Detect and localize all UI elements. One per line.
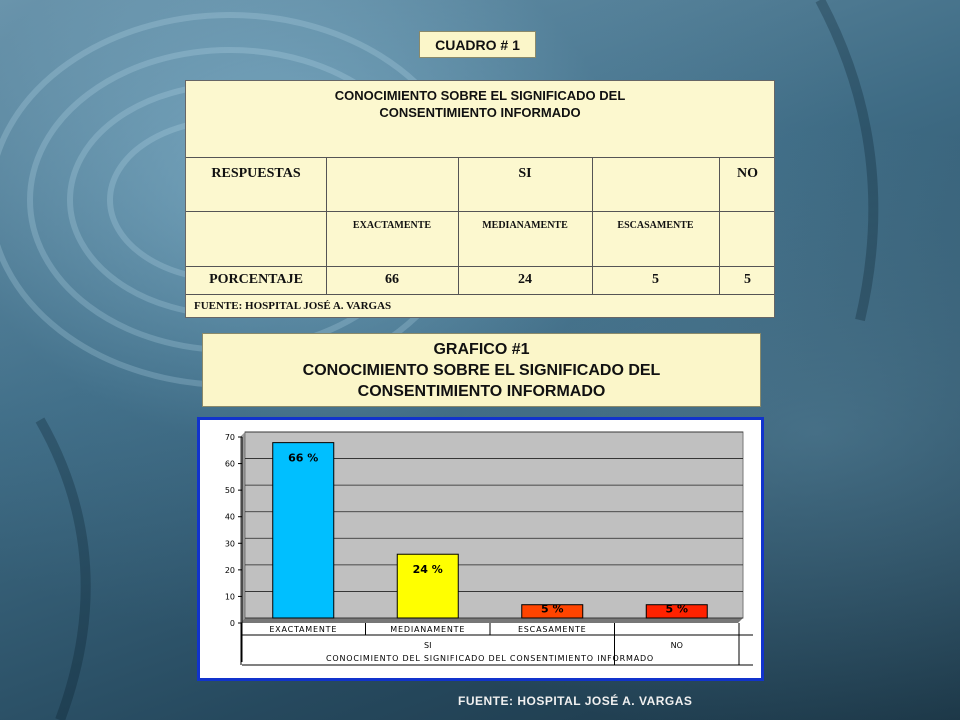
bar-exactamente bbox=[273, 443, 334, 618]
chart-title-line3: CONSENTIMIENTO INFORMADO bbox=[357, 383, 606, 400]
y-tick-label: 20 bbox=[224, 565, 235, 575]
escasamente-header: ESCASAMENTE bbox=[617, 220, 694, 231]
si-header: SI bbox=[518, 166, 532, 181]
group-label-si: SI bbox=[424, 641, 432, 650]
value-exactamente: 66 bbox=[385, 272, 399, 287]
y-tick-label: 50 bbox=[224, 486, 235, 496]
no-header: NO bbox=[737, 166, 758, 181]
category-label: MEDIANAMENTE bbox=[390, 625, 466, 634]
cuadro-label: CUADRO # 1 bbox=[419, 31, 536, 58]
y-tick-label: 70 bbox=[224, 433, 235, 442]
data-label: 66 % bbox=[288, 451, 319, 465]
table-title-line1: CONOCIMIENTO SOBRE EL SIGNIFICADO DEL bbox=[334, 88, 626, 103]
chart-title-line1: GRAFICO #1 bbox=[433, 341, 530, 358]
chart-title-line2: CONOCIMIENTO SOBRE EL SIGNIFICADO DEL bbox=[302, 362, 661, 379]
table-title-line2: CONSENTIMIENTO INFORMADO bbox=[379, 105, 581, 120]
exactamente-header: EXACTAMENTE bbox=[352, 220, 432, 231]
table-source: FUENTE: HOSPITAL JOSÉ A. VARGAS bbox=[194, 300, 392, 312]
chart-title-box bbox=[202, 333, 761, 407]
chart-source: FUENTE: HOSPITAL JOSÉ A. VARGAS bbox=[458, 694, 693, 708]
value-escasamente: 5 bbox=[652, 272, 659, 287]
y-tick-label: 0 bbox=[229, 619, 235, 628]
y-tick-label: 30 bbox=[224, 539, 235, 549]
chart-frame bbox=[197, 417, 764, 681]
x-axis-title: CONOCIMIENTO DEL SIGNIFICADO DEL CONSENTIMIENTO INFORMADO bbox=[325, 654, 655, 663]
group-label-no: NO bbox=[670, 641, 683, 650]
data-label: 5 % bbox=[665, 602, 689, 616]
data-label: 5 % bbox=[540, 602, 564, 616]
medianamente-header: MEDIANAMENTE bbox=[482, 220, 568, 231]
porcentaje-label: PORCENTAJE bbox=[209, 272, 303, 287]
y-tick-label: 10 bbox=[224, 592, 235, 602]
category-label: ESCASAMENTE bbox=[517, 625, 587, 634]
value-no: 5 bbox=[744, 272, 751, 287]
data-label: 24 % bbox=[412, 563, 443, 577]
data-table bbox=[185, 80, 775, 318]
y-tick-label: 40 bbox=[224, 512, 235, 522]
y-tick-label: 60 bbox=[224, 459, 235, 469]
bar-chart bbox=[200, 420, 761, 678]
respuestas-header: RESPUESTAS bbox=[211, 166, 301, 181]
value-medianamente: 24 bbox=[518, 272, 532, 287]
category-label: EXACTAMENTE bbox=[269, 625, 338, 634]
plot-floor bbox=[240, 618, 743, 623]
